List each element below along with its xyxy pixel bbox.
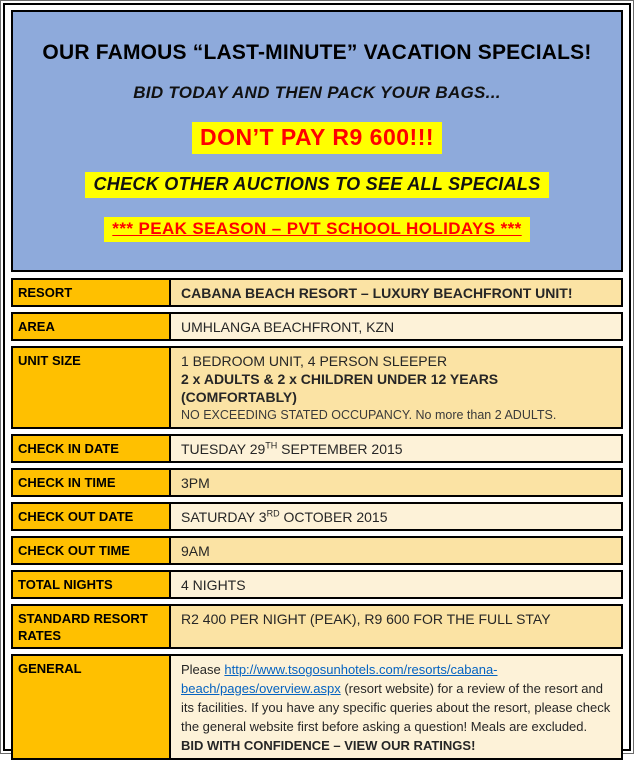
row-check-out-time-label: CHECK OUT TIME: [13, 538, 171, 563]
check-out-date-ordinal: RD: [266, 508, 280, 519]
row-general-value: [171, 656, 621, 758]
row-standard-rates: [11, 604, 623, 649]
resort-link-part2: beach/pages/overview.aspx: [181, 681, 341, 696]
check-in-date-rest: SEPTEMBER 2015: [277, 441, 403, 457]
row-area-value: UMHLANGA BEACHFRONT, KZN: [171, 314, 621, 339]
page-title: OUR FAMOUS “LAST-MINUTE” VACATION SPECIALS!: [42, 40, 592, 64]
row-unit-size-value: [171, 348, 621, 427]
details-table: [11, 278, 623, 760]
row-check-in-time-value: 3PM: [171, 470, 621, 495]
row-total-nights-value: 4 NIGHTS: [171, 572, 621, 597]
general-text-before: Please: [181, 662, 225, 677]
check-auctions-line: [85, 172, 548, 198]
check-out-date-rest: OCTOBER 2015: [279, 509, 388, 525]
row-check-out-date-value: [171, 504, 621, 529]
row-check-in-date-label: CHECK IN DATE: [13, 436, 171, 461]
document-frame: [3, 3, 631, 751]
row-area-label: AREA: [13, 314, 171, 339]
general-text-after: (resort website) for a review of the resort and its facilities. If you have any specific queries about the resort, please check the general website first before asking a question! Meals are excluded.: [181, 681, 611, 734]
check-in-date-ordinal: TH: [265, 440, 278, 451]
row-resort-label: RESORT: [13, 280, 171, 305]
row-check-out-time: [11, 536, 623, 565]
flyer-subtitle: BID TODAY AND THEN PACK YOUR BAGS...: [133, 83, 501, 102]
row-unit-size-label: UNIT SIZE: [13, 348, 171, 427]
unit-size-line2: 2 x ADULTS & 2 x CHILDREN UNDER 12 YEARS (COMFORTABLY): [181, 371, 499, 405]
row-resort-value: CABANA BEACH RESORT – LUXURY BEACHFRONT UNIT!: [171, 280, 621, 305]
row-check-out-date: [11, 502, 623, 531]
check-in-date-text: TUESDAY 29: [181, 441, 266, 457]
peak-season-line: [104, 217, 529, 242]
row-total-nights-label: TOTAL NIGHTS: [13, 572, 171, 597]
unit-size-line3: NO EXCEEDING STATED OCCUPANCY. No more than 2 ADULTS.: [181, 408, 557, 422]
dont-pay-banner: DON’T PAY R9 600!!!: [192, 122, 442, 154]
resort-link-part1: http://www.tsogosunhotels.com/resorts/cabana-: [224, 662, 498, 677]
row-area: [11, 312, 623, 341]
row-check-in-time: [11, 468, 623, 497]
peak-season-banner: *** PEAK SEASON – PVT SCHOOL HOLIDAYS ***: [104, 217, 529, 242]
check-out-date-text: SATURDAY 3: [181, 509, 267, 525]
row-check-in-time-label: CHECK IN TIME: [13, 470, 171, 495]
row-general: [11, 654, 623, 760]
row-total-nights: [11, 570, 623, 599]
check-auctions-banner: CHECK OTHER AUCTIONS TO SEE ALL SPECIALS: [85, 172, 548, 198]
row-check-in-date-value: [171, 436, 621, 461]
row-standard-rates-label: STANDARD RESORT RATES: [13, 606, 171, 647]
header-banner: [11, 10, 623, 272]
row-resort: [11, 278, 623, 307]
bid-with-confidence-text: BID WITH CONFIDENCE – VIEW OUR RATINGS!: [181, 738, 476, 753]
row-general-label: GENERAL: [13, 656, 171, 758]
row-standard-rates-value: R2 400 PER NIGHT (PEAK), R9 600 FOR THE FULL STAY: [171, 606, 621, 647]
unit-size-line1: 1 BEDROOM UNIT, 4 PERSON SLEEPER: [181, 353, 448, 369]
dont-pay-line: [192, 122, 442, 154]
row-check-out-date-label: CHECK OUT DATE: [13, 504, 171, 529]
row-unit-size: [11, 346, 623, 429]
row-check-out-time-value: 9AM: [171, 538, 621, 563]
row-check-in-date: [11, 434, 623, 463]
